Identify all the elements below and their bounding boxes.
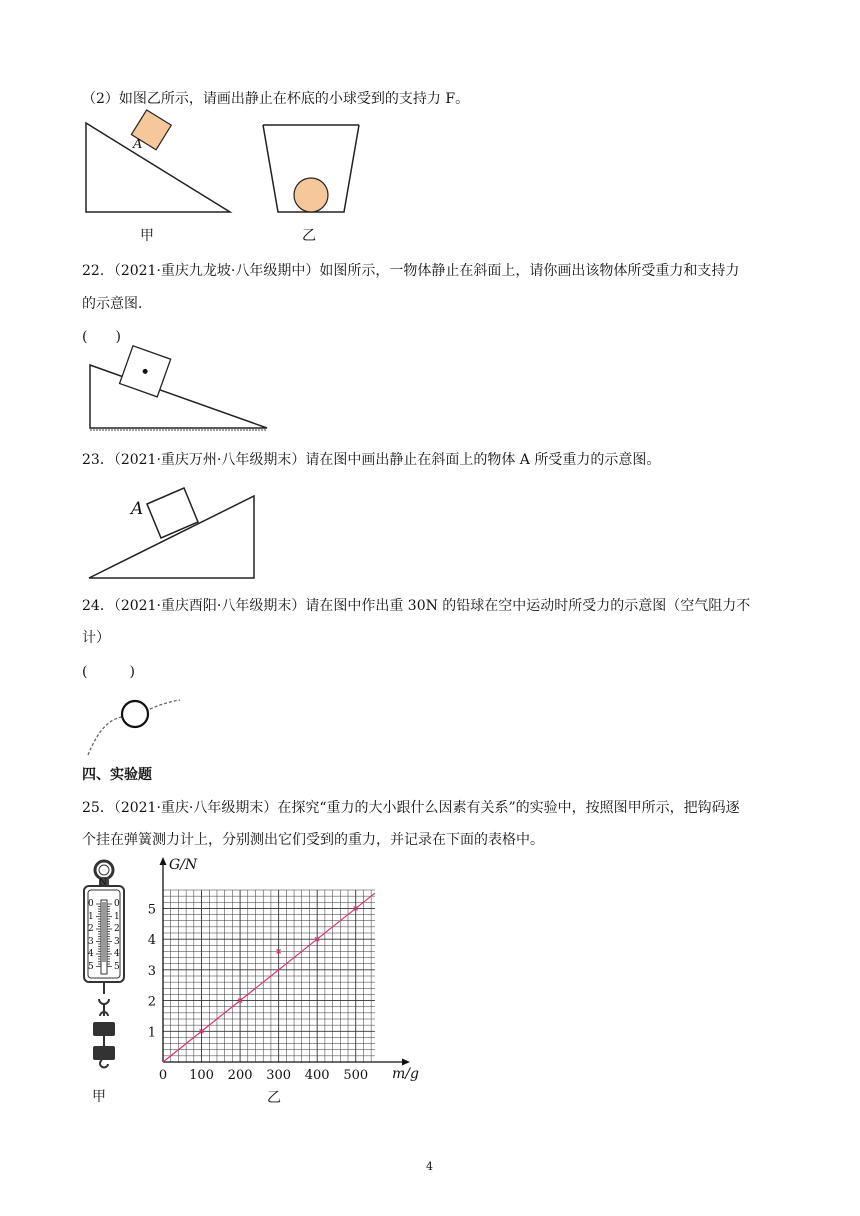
y-tick-label: 5 <box>147 902 156 918</box>
x-tick-label: 200 <box>227 1068 253 1083</box>
figure-yi-cup-with-ball <box>260 122 364 216</box>
figure-label-yi-q25: 乙 <box>267 1090 281 1106</box>
scale-tick-label-left: 5 <box>88 961 94 972</box>
y-axis-arrow <box>160 857 167 865</box>
figure-q24-ball-trajectory <box>82 692 192 758</box>
block-label-a-jia: A <box>133 137 143 152</box>
answer-blank-22: ( ) <box>82 329 121 345</box>
figure-label-jia: 甲 <box>140 228 154 244</box>
scale-tick-label-right: 2 <box>114 924 120 934</box>
question-23-text: 23．（2021·重庆万州·八年级期末）请在图中画出静止在斜面上的物体 A 所受重力的示意图。 <box>82 452 661 468</box>
x-axis-arrow <box>402 1059 410 1066</box>
x-tick-label: 500 <box>343 1068 369 1083</box>
x-tick-label: 0 <box>158 1068 168 1083</box>
section-4-title: 四、实验题 <box>82 767 152 783</box>
y-tick-label: 2 <box>147 994 156 1010</box>
figure-label-jia-q25: 甲 <box>92 1089 106 1105</box>
scale-tick-label-right: 1 <box>114 911 120 922</box>
question-25-line2: 个挂在弹簧测力计上，分别测出它们受到的重力，并记录在下面的表格中。 <box>82 832 544 848</box>
x-axis-label: m/g <box>392 1066 419 1082</box>
x-tick-label: 300 <box>266 1068 292 1083</box>
scale-tick-label-right: 0 <box>114 899 120 909</box>
scale-tick-label-right: 3 <box>114 936 120 947</box>
question-22-line2: 的示意图． <box>82 296 152 312</box>
question-24-line1: 24．（2021·重庆酉阳·八年级期末）请在图中作出重 30N 的铅球在空中运动时所受力的示意图（空气阻力不 <box>82 598 751 614</box>
scale-tick-label-left: 2 <box>88 924 94 934</box>
y-axis-label: G/N <box>169 857 198 873</box>
page-number: 4 <box>426 1160 433 1173</box>
fit-line <box>163 893 375 1062</box>
scale-tick-label-left: 1 <box>88 911 94 922</box>
figure-label-yi: 乙 <box>302 228 316 244</box>
x-tick-label: 400 <box>304 1068 330 1083</box>
scale-tick-label-left: 4 <box>88 949 94 959</box>
question-25-line1: 25．（2021·重庆·八年级期末）在探究“重力的大小跟什么因素有关系”的实验中，按照图甲所示，把钩码逐 <box>82 800 740 816</box>
scale-tick-label-right: 4 <box>114 949 120 959</box>
y-tick-label: 3 <box>147 963 156 979</box>
block-label-a-q23: A <box>131 499 144 519</box>
figure-jia-incline-with-block <box>82 118 234 214</box>
figure-q22-incline-with-block <box>86 352 271 432</box>
figure-q23-incline-with-block-a <box>86 482 258 582</box>
g-m-graph <box>140 855 425 1085</box>
x-tick-label: 100 <box>189 1068 214 1083</box>
scale-tick-label-left: 0 <box>88 899 94 909</box>
y-tick-label: 1 <box>147 1025 156 1041</box>
question-21-part2-text: （2）如图乙所示，请画出静止在杯底的小球受到的支持力 F。 <box>82 91 470 107</box>
y-tick-label: 4 <box>147 933 156 949</box>
answer-blank-24: ( ) <box>82 664 135 680</box>
question-24-line2: 计） <box>82 630 110 646</box>
scale-tick-label-right: 5 <box>114 961 120 972</box>
spring-scale-figure <box>80 858 130 1098</box>
scale-tick-label-left: 3 <box>88 936 94 947</box>
question-22-line1: 22．（2021·重庆九龙坡·八年级期中）如图所示，一物体静止在斜面上，请你画出该物体所受重力和支持力 <box>82 263 740 279</box>
spring-scale-unit-n: N <box>99 878 107 888</box>
